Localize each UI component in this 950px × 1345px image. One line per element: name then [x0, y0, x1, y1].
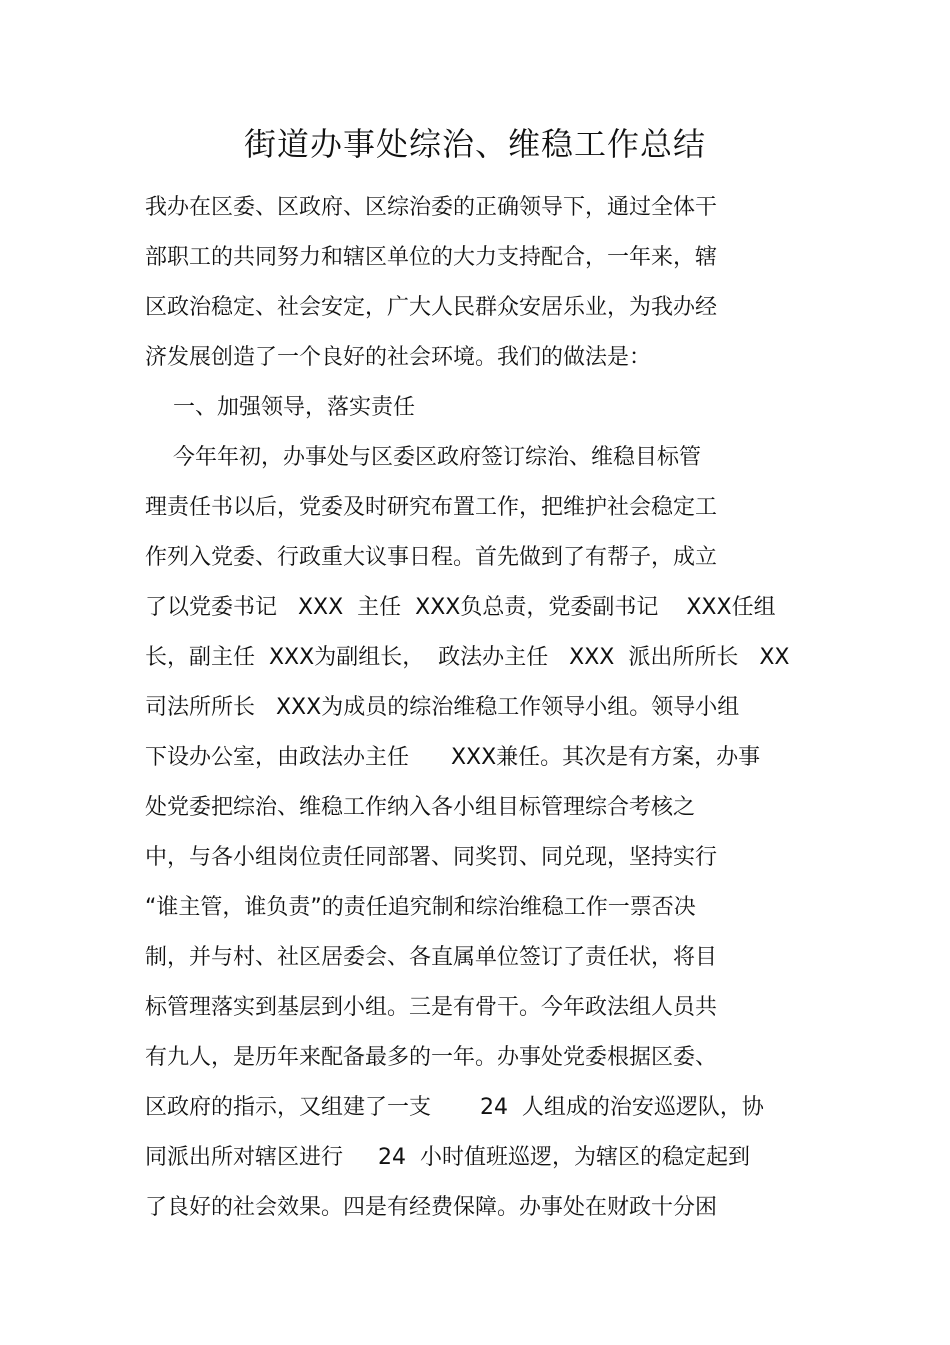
paragraph-line: 下设办公室，由政法办主任 XXX兼任。其次是有方案，办事	[145, 745, 761, 770]
paragraph-line: 制，并与村、社区居委会、各直属单位签订了责任状，将目	[145, 945, 718, 970]
paragraph-line: 今年年初，办事处与区委区政府签订综治、维稳目标管	[145, 445, 701, 470]
paragraph-line: 处党委把综治、维稳工作纳入各小组目标管理综合考核之	[145, 795, 696, 820]
paragraph-line: 作列入党委、行政重大议事日程。首先做到了有帮子，成立	[145, 545, 718, 570]
paragraph-line: 部职工的共同努力和辖区单位的大力支持配合，一年来，辖	[145, 245, 718, 270]
paragraph-line: 了良好的社会效果。四是有经费保障。办事处在财政十分困	[145, 1195, 718, 1220]
paragraph-line: 了以党委书记 XXX 主任 XXX负总责，党委副书记 XXX任组	[145, 595, 776, 620]
paragraph-line: 司法所所长 XXX为成员的综治维稳工作领导小组。领导小组	[145, 695, 740, 720]
document-title: 街道办事处综治、维稳工作总结	[243, 125, 706, 163]
paragraph-line: 济发展创造了一个良好的社会环境。我们的做法是：	[145, 345, 652, 370]
paragraph-line: 理责任书以后，党委及时研究布置工作，把维护社会稳定工	[145, 495, 718, 520]
paragraph-line: 长，副主任 XXX为副组长， 政法办主任 XXX 派出所所长 XX	[145, 645, 790, 670]
paragraph-line: 有九人，是历年来配备最多的一年。办事处党委根据区委、	[145, 1045, 718, 1070]
paragraph-line: 中，与各小组岗位责任同部署、同奖罚、同兑现，坚持实行	[145, 845, 718, 870]
paragraph-line: 同派出所对辖区进行 24 小时值班巡逻，为辖区的稳定起到	[145, 1145, 750, 1170]
paragraph-line: 我办在区委、区政府、区综治委的正确领导下，通过全体干	[145, 195, 718, 220]
paragraph-line: 标管理落实到基层到小组。三是有骨干。今年政法组人员共	[145, 995, 718, 1020]
paragraph-line: “谁主管，谁负责”的责任追究制和综治维稳工作一票否决	[145, 895, 696, 920]
section-heading: 一、加强领导，落实责任	[145, 395, 415, 420]
paragraph-line: 区政府的指示，又组建了一支 24 人组成的治安巡逻队，协	[145, 1095, 764, 1120]
paragraph-line: 区政治稳定、社会安定，广大人民群众安居乐业，为我办经	[145, 295, 718, 320]
